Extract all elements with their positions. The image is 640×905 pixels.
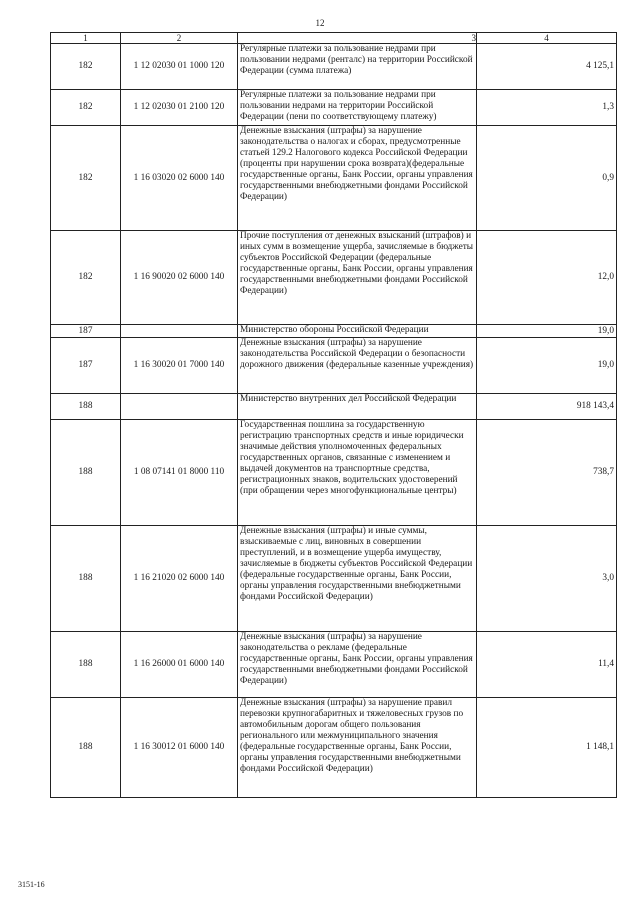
amount-cell: 918 143,4: [477, 394, 617, 420]
revenue-name-cell: Денежные взыскания (штрафы) за нарушение правил перевозки крупногабаритных и тяжеловесных грузов по автомобильным дорогам общего пользования регионального или межмуниципального значения (федеральные государственные органы, Банк России, органы управления государственными внебюджетными фондами Российской Федерации): [238, 698, 477, 798]
table-header-row: [51, 33, 617, 44]
amount-cell: 4 125,1: [477, 44, 617, 90]
revenue-name-cell: Регулярные платежи за пользование недрами при пользовании недрами на территории Российской Федерации (пени по соответствующему платежу): [238, 90, 477, 126]
admin-code-cell: 188: [51, 526, 121, 632]
table-row: [51, 338, 617, 394]
document-footer-code: 3151-16: [18, 880, 45, 889]
admin-code-cell: 187: [51, 325, 121, 338]
revenue-name-cell: Регулярные платежи за пользование недрами при пользовании недрами (ренталс) на территории Российской Федерации (сумма платежа): [238, 44, 477, 90]
header-col-1: 1: [51, 33, 121, 44]
table-row: [51, 526, 617, 632]
table-row: [51, 420, 617, 526]
admin-code-cell: 182: [51, 44, 121, 90]
revenue-code-cell: 1 16 30020 01 7000 140: [121, 338, 238, 394]
amount-cell: 19,0: [477, 338, 617, 394]
revenue-name-cell: Денежные взыскания (штрафы) за нарушение законодательства о налогах и сборах, предусмотренные статьей 129.2 Налогового кодекса Российской Федерации (проценты при нарушении срока возврата)(федеральные государственные органы, Банк России, органы управления государственными внебюджетными фондами Российской Федерации): [238, 126, 477, 231]
table-row: [51, 44, 617, 90]
header-col-2: 2: [121, 33, 238, 44]
admin-code-cell: 182: [51, 126, 121, 231]
admin-code-cell: 187: [51, 338, 121, 394]
header-col-3: 3: [238, 33, 477, 44]
amount-cell: 738,7: [477, 420, 617, 526]
table-row: [51, 394, 617, 420]
revenue-code-cell: 1 12 02030 01 1000 120: [121, 44, 238, 90]
table-row: [51, 231, 617, 325]
admin-code-cell: 182: [51, 231, 121, 325]
revenue-code-cell: 1 16 03020 02 6000 140: [121, 126, 238, 231]
revenue-name-cell: Государственная пошлина за государственную регистрацию транспортных средств и иные юридически значимые действия уполномоченных федеральных государственных органов, связанные с изменением и выдачей документов на транспортные средства, регистрационных знаков, водительских удостоверений (при обращении через многофункциональные центры): [238, 420, 477, 526]
revenue-name-cell: Денежные взыскания (штрафы) за нарушение законодательства Российской Федерации о безопасности дорожного движения (федеральные казенные учреждения): [238, 338, 477, 394]
revenue-name-cell: Прочие поступления от денежных взысканий (штрафов) и иных сумм в возмещение ущерба, зачисляемые в бюджеты субъектов Российской Федерации (федеральные государственные органы, Банк России, органы управления государственными внебюджетными фондами Российской Федерации): [238, 231, 477, 325]
amount-cell: 11,4: [477, 632, 617, 698]
header-col-4: 4: [477, 33, 617, 44]
budget-revenue-table: [50, 32, 617, 798]
amount-cell: 1,3: [477, 90, 617, 126]
admin-code-cell: 188: [51, 698, 121, 798]
revenue-code-cell: 1 08 07141 01 8000 110: [121, 420, 238, 526]
admin-code-cell: 182: [51, 90, 121, 126]
revenue-name-cell: Министерство внутренних дел Российской Федерации: [238, 394, 477, 420]
page-number: 12: [315, 18, 325, 28]
table-row: [51, 90, 617, 126]
table-row: [51, 632, 617, 698]
table-row: [51, 126, 617, 231]
revenue-name-cell: Денежные взыскания (штрафы) и иные суммы, взыскиваемые с лиц, виновных в совершении преступлений, и в возмещение ущерба имуществу, зачисляемые в бюджеты субъектов Российской Федерации (федеральные государственные органы, Банк России, органы управления государственными внебюджетными фондами Российской Федерации): [238, 526, 477, 632]
table-row: [51, 325, 617, 338]
table-row: [51, 698, 617, 798]
revenue-code-cell: [121, 325, 238, 338]
revenue-code-cell: 1 12 02030 01 2100 120: [121, 90, 238, 126]
revenue-name-cell: Министерство обороны Российской Федерации: [238, 325, 477, 338]
revenue-code-cell: 1 16 90020 02 6000 140: [121, 231, 238, 325]
revenue-code-cell: 1 16 30012 01 6000 140: [121, 698, 238, 798]
amount-cell: 19,0: [477, 325, 617, 338]
admin-code-cell: 188: [51, 394, 121, 420]
amount-cell: 12,0: [477, 231, 617, 325]
amount-cell: 1 148,1: [477, 698, 617, 798]
admin-code-cell: 188: [51, 632, 121, 698]
revenue-name-cell: Денежные взыскания (штрафы) за нарушение законодательства о рекламе (федеральные государственные органы, Банк России, органы управления государственными внебюджетными фондами Российской Федерации): [238, 632, 477, 698]
revenue-code-cell: 1 16 26000 01 6000 140: [121, 632, 238, 698]
revenue-code-cell: [121, 394, 238, 420]
amount-cell: 3,0: [477, 526, 617, 632]
admin-code-cell: 188: [51, 420, 121, 526]
revenue-code-cell: 1 16 21020 02 6000 140: [121, 526, 238, 632]
amount-cell: 0,9: [477, 126, 617, 231]
